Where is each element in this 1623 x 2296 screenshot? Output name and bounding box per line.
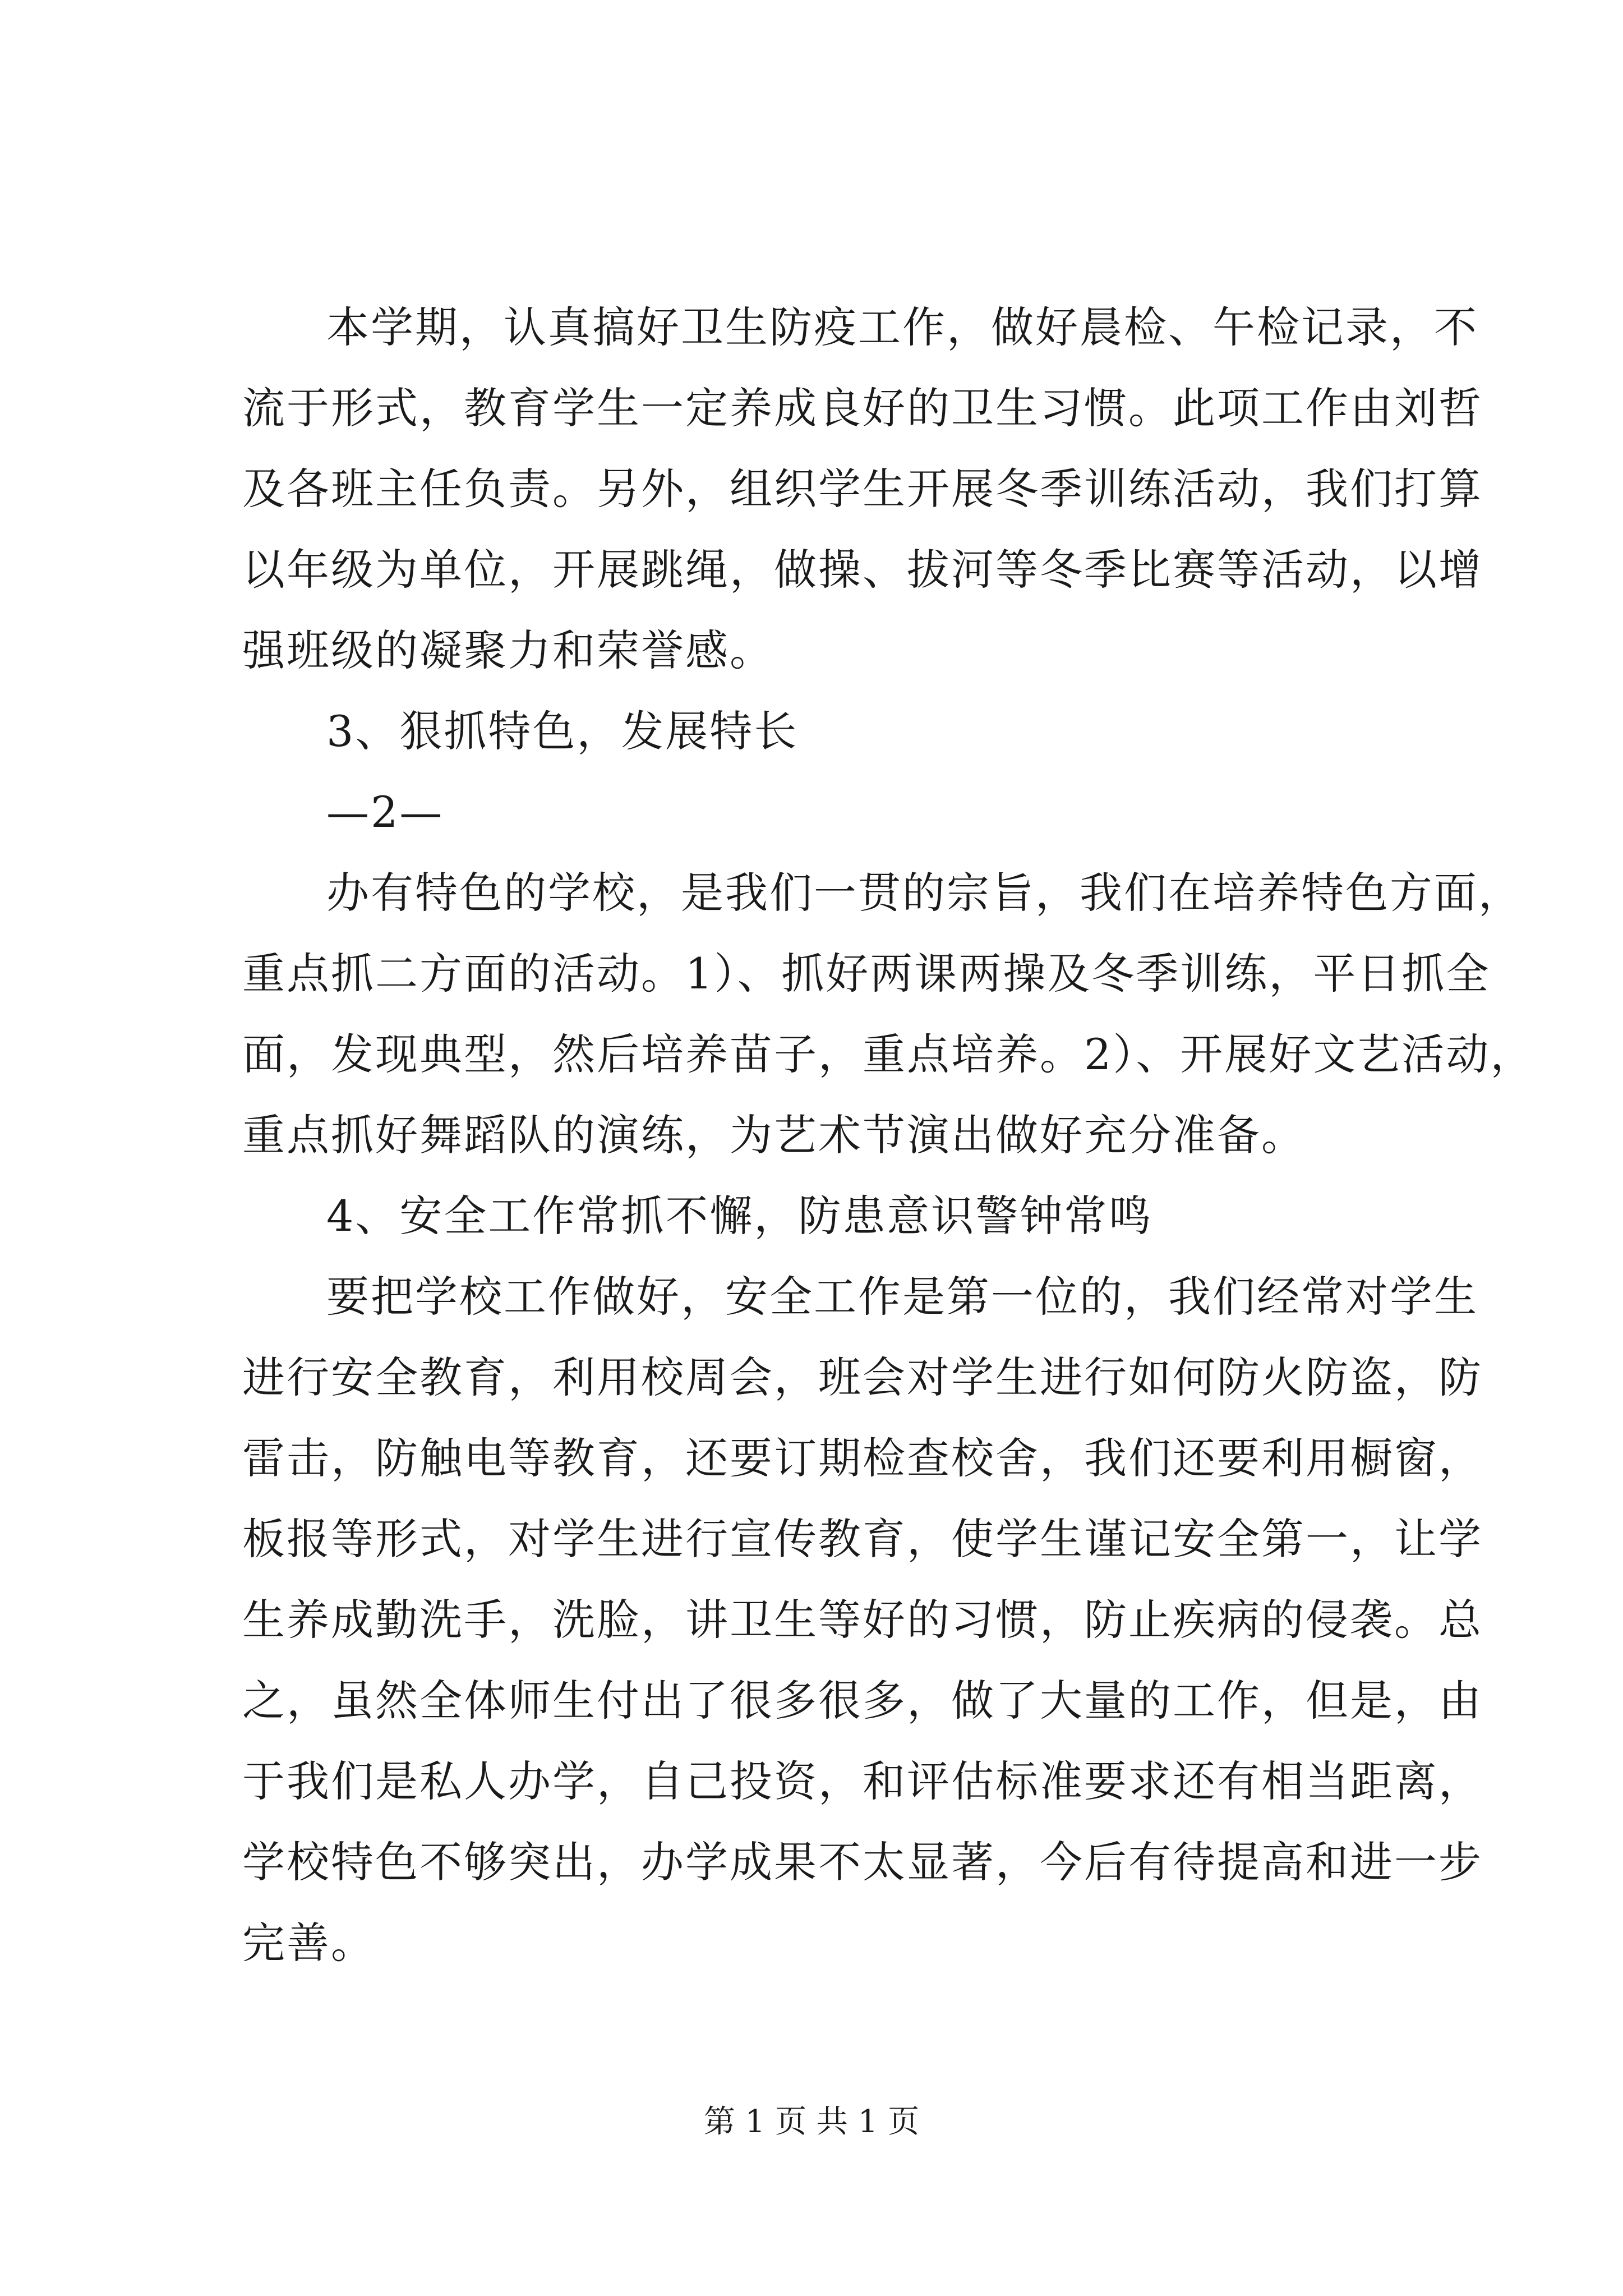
section-heading: 4、安全工作常抓不懈，防患意识警钟常鸣 [326,1191,1153,1241]
paragraph-line: 之，虽然全体师生付出了很多很多，做了大量的工作，但是，由 [242,1676,1483,1726]
paragraph-line: 办有特色的学校，是我们一贯的宗旨，我们在培养特色方面， [326,868,1523,918]
paragraph-line: 流于形式，教育学生一定养成良好的卫生习惯。此项工作由刘哲 [242,383,1483,433]
paragraph-line: 于我们是私人办学，自己投资，和评估标准要求还有相当距离， [242,1756,1483,1806]
paragraph-line: 完善。 [242,1918,375,1968]
section-heading: 3、狠抓特色，发展特长 [326,706,799,756]
paragraph-line: 本学期，认真搞好卫生防疫工作，做好晨检、午检记录，不 [326,302,1478,352]
paragraph-line: 板报等形式，对学生进行宣传教育，使学生谨记安全第一，让学 [242,1514,1483,1564]
paragraph-line: 进行安全教育，利用校周会，班会对学生进行如何防火防盗，防 [242,1352,1483,1402]
paragraph-line: 面，发现典型，然后培养苗子，重点培养。2）、开展好文艺活动， [242,1029,1535,1079]
paragraph-line: 要把学校工作做好，安全工作是第一位的，我们经常对学生 [326,1272,1478,1322]
paragraph-line: 雷击，防触电等教育，还要订期检查校舍，我们还要利用橱窗， [242,1433,1483,1483]
page-footer: 第 1 页 共 1 页 [703,2104,920,2140]
paragraph-line: 生养成勤洗手，洗脸，讲卫生等好的习惯，防止疾病的侵袭。总 [242,1595,1483,1645]
paragraph-line: 强班级的凝聚力和荣誉感。 [242,625,774,675]
page-marker: —2— [326,787,444,837]
paragraph-line: 以年级为单位，开展跳绳，做操、拔河等冬季比赛等活动，以增 [242,545,1483,595]
paragraph-line: 重点抓好舞蹈队的演练，为艺术节演出做好充分准备。 [242,1110,1306,1160]
paragraph-line: 及各班主任负责。另外，组织学生开展冬季训练活动，我们打算 [242,464,1483,514]
paragraph-line: 学校特色不够突出，办学成果不太显著，今后有待提高和进一步 [242,1837,1483,1887]
paragraph-line: 重点抓二方面的活动。1）、抓好两课两操及冬季训练，平日抓全 [242,949,1491,999]
